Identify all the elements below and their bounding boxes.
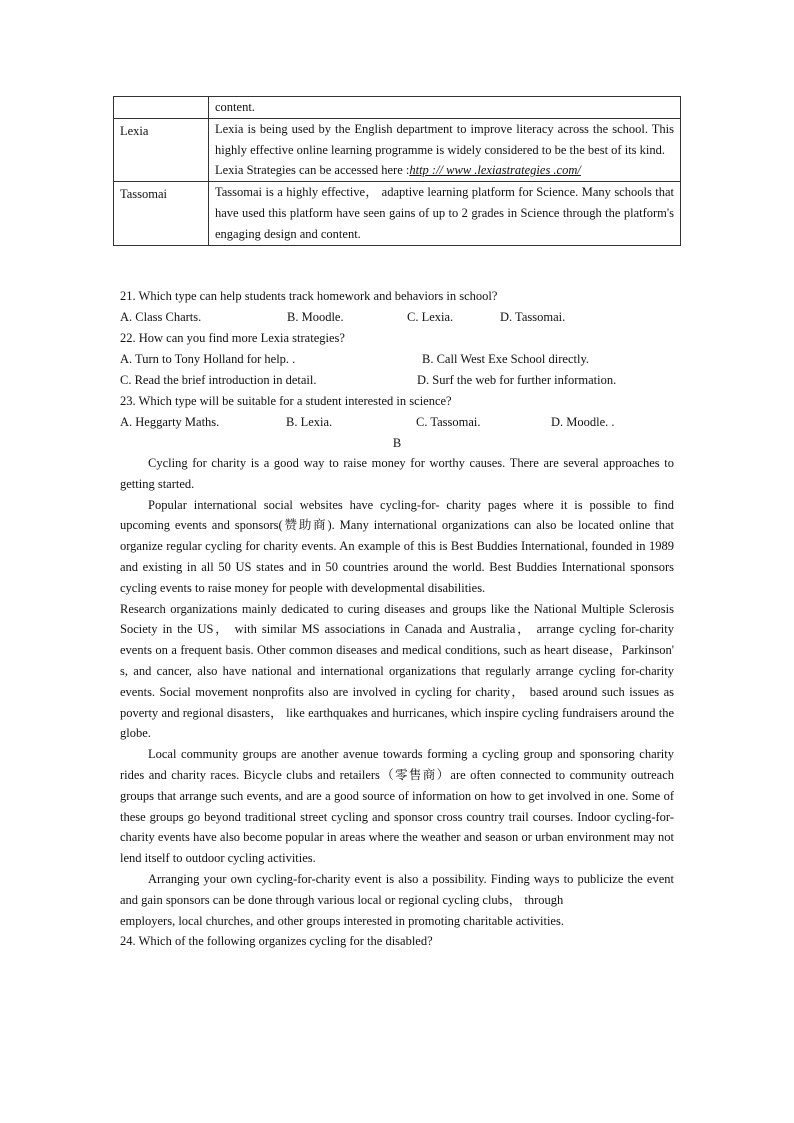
option-c: C. Lexia. <box>407 309 454 324</box>
option-row <box>120 412 676 433</box>
lexia-link-prefix: Lexia Strategies can be accessed here : <box>215 163 410 178</box>
option-row <box>120 370 676 391</box>
platform-description: content. <box>209 97 681 119</box>
paragraph: employers, local churches, and other groups interested in promoting charitable activities. <box>120 913 564 928</box>
platform-table <box>113 96 681 246</box>
option-b: B. Lexia. <box>286 414 333 429</box>
question-21 <box>120 286 676 328</box>
option-d: D. Moodle. . <box>551 414 615 429</box>
section-label: B <box>392 436 402 450</box>
lexia-link[interactable]: http :// www .lexiastrategies .com/ <box>409 163 581 178</box>
table-row <box>114 182 681 245</box>
table-row <box>114 97 681 119</box>
question-stem: 23. Which type will be suitable for a student interested in science? <box>120 394 452 408</box>
platform-description <box>209 118 681 181</box>
paragraph: Arranging your own cycling-for-charity event is also a possibility. Finding ways to publicize the event and gain sponsors can be done through various local or regional cycling clubs， through <box>120 871 674 907</box>
question-24-stem: 24. Which of the following organizes cycling for the disabled? <box>120 934 433 949</box>
article <box>120 453 674 952</box>
platform-description: Tassomai is a highly effective， adaptive learning platform for Science. Many schools that have used this platform have seen gains of up to 2 grades in Science through the platform's engaging design and content. <box>209 182 681 245</box>
paragraph: Research organizations mainly dedicated to curing diseases and groups like the National Multiple Sclerosis Society in the US， with similar MS associations in Canada and Australia， arrange cycling for-charity events on a frequent basis. Other common diseases and medical conditions, such as heart disease，Parkinson' s, and cancer, also have national and international organizations that regularly arrange cycling for-charity events. Social movement nonprofits also are involved in cycling for charity， based around such issues as poverty and regional disasters， like earthquakes and hurricanes, which inspire cycling fundraisers around the globe. <box>120 601 674 741</box>
question-stem: 22. How can you find more Lexia strategies? <box>120 331 345 345</box>
question-stem: 21. Which type can help students track homework and behaviors in school? <box>120 289 498 303</box>
paragraph: Local community groups are another avenue towards forming a cycling group and sponsoring charity rides and charity races. Bicycle clubs and retailers（零售商）are often connected to community outreach groups that arrange such events, and are a good source of information on how to get involved in one. Some of these groups go beyond traditional street cycling and sponsor cross country trail courses. Indoor cycling-for- charity events have also become popular in areas where the weather and season or urban environment may not lend itself to outdoor cycling activities. <box>120 747 674 866</box>
lexia-link-line <box>215 160 674 181</box>
paragraph: Cycling for charity is a good way to raise money for worthy causes. There are several approaches to getting started. <box>120 456 674 491</box>
question-22 <box>120 328 676 390</box>
platform-name: Tassomai <box>114 182 209 245</box>
option-row <box>120 349 676 370</box>
option-a: A. Heggarty Maths. <box>120 414 220 429</box>
option-b: B. Call West Exe School directly. <box>422 351 590 366</box>
option-a: A. Class Charts. <box>120 309 202 324</box>
option-c: C. Tassomai. <box>416 414 481 429</box>
option-a: A. Turn to Tony Holland for help. . <box>120 351 296 366</box>
question-23 <box>120 391 676 433</box>
option-d: D. Surf the web for further information. <box>417 372 617 387</box>
option-b: B. Moodle. <box>287 309 344 324</box>
platform-name: Lexia <box>114 118 209 181</box>
platform-name <box>114 97 209 119</box>
lexia-description: Lexia is being used by the English department to improve literacy across the school. This highly effective online learning programme is widely considered to be the best of its kind. <box>215 121 674 157</box>
option-d: D. Tassomai. <box>500 309 566 324</box>
table-row <box>114 118 681 181</box>
option-c: C. Read the brief introduction in detail. <box>120 372 317 387</box>
option-row <box>120 307 676 328</box>
paragraph: Popular international social websites have cycling-for- charity pages where it is possible to find upcoming events and sponsors(赞助商). Many international organizations can also be located online that organize regular cycling for charity events. An example of this is Best Buddies International, founded in 1989 and existing in all 50 US states and in 50 countries around the world. Best Buddies International sponsors cycling events to raise money for people with developmental disabilities. <box>120 497 674 595</box>
